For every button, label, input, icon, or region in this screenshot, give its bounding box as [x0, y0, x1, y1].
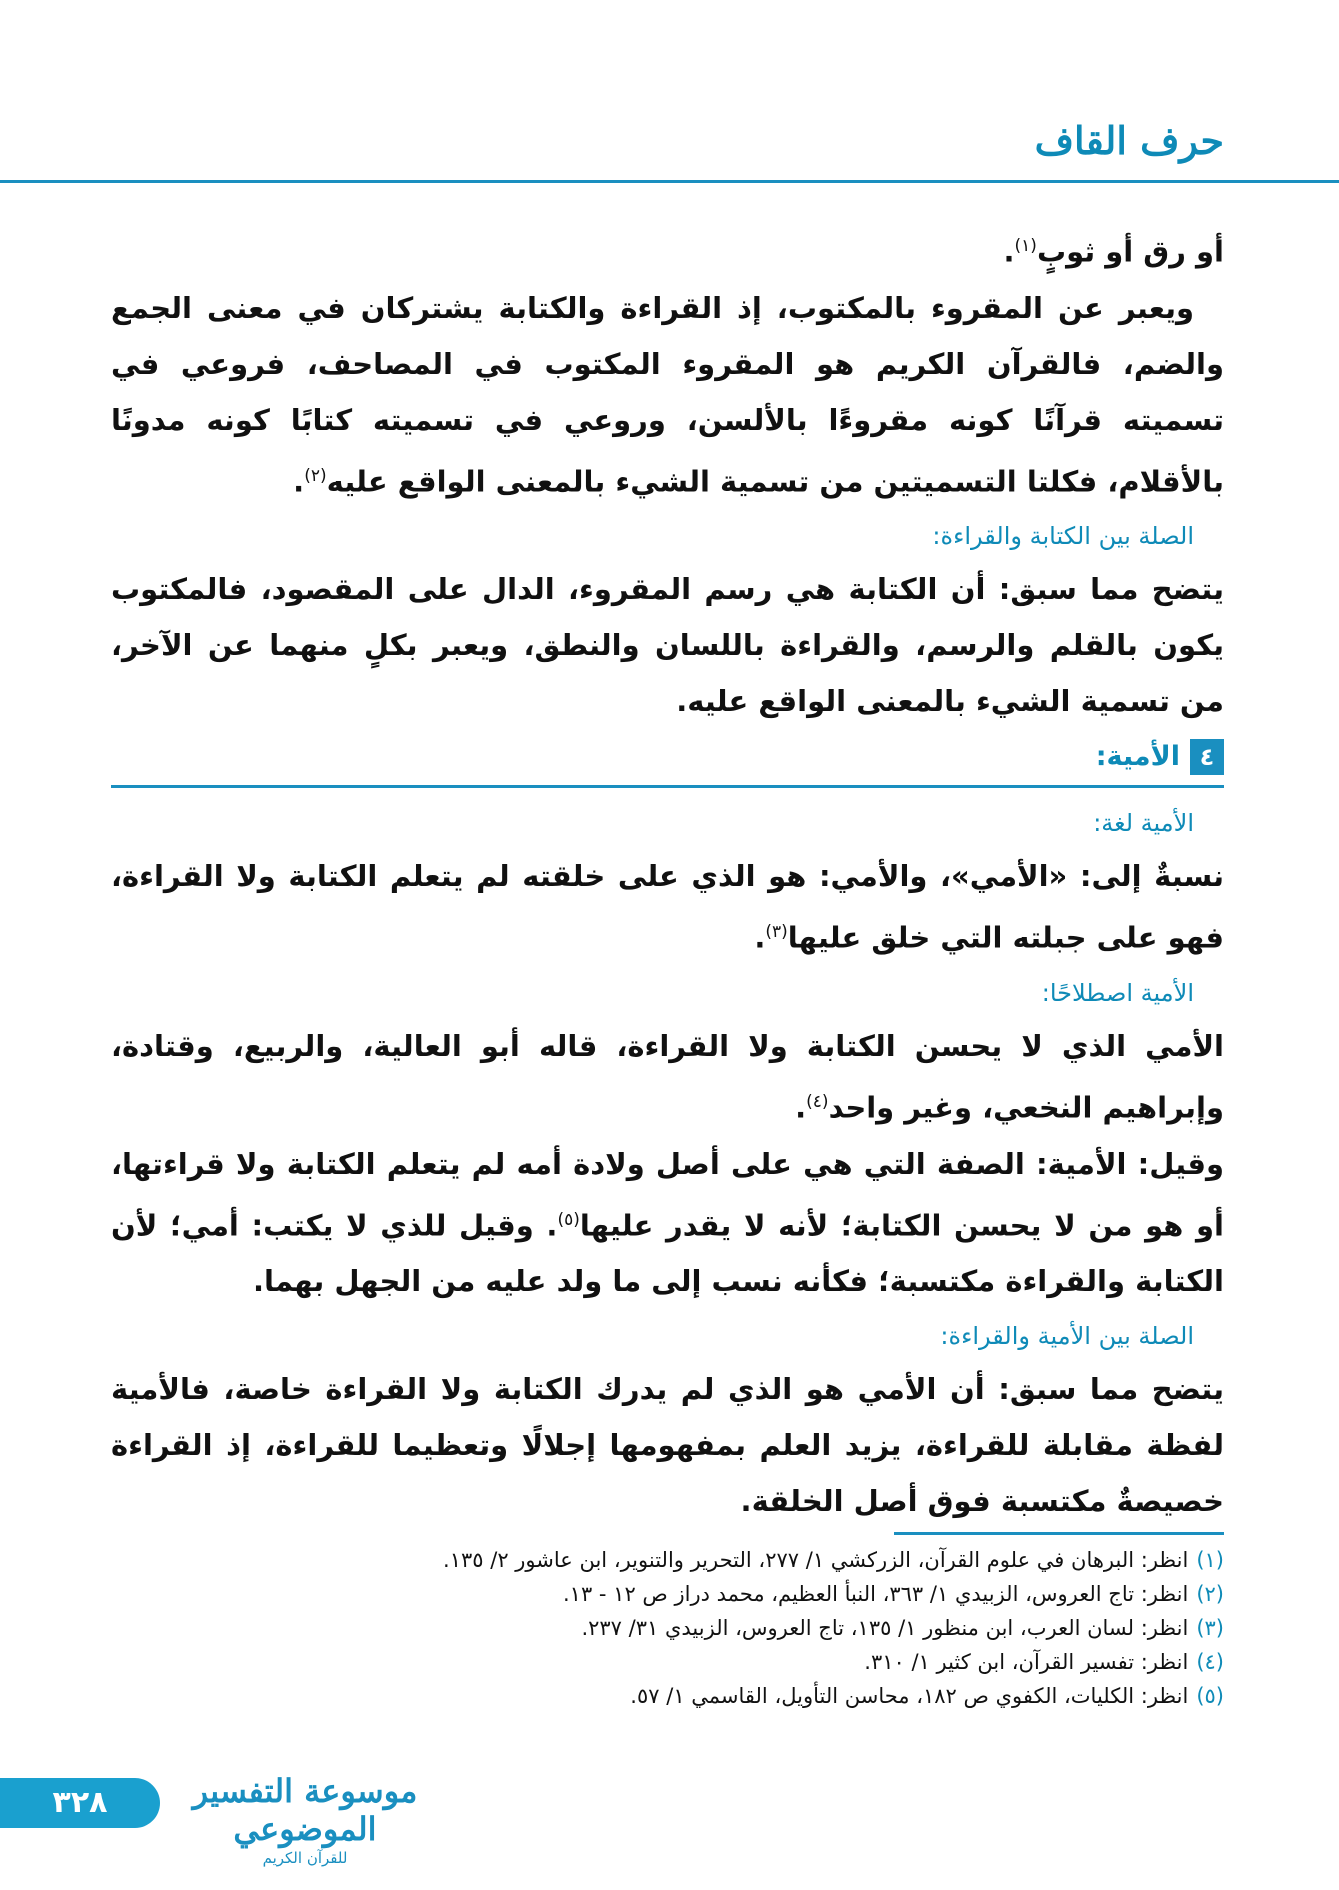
paragraph-text: وقيل: الأمية: الصفة التي هي على أصل ولادة أمه لم يتعلم الكتابة ولا قراءتها، أو هو من لا يحسن الكتابة؛ لأنه لا يقدر عليها [111, 1146, 1224, 1243]
section-divider [111, 785, 1224, 788]
paragraph-text: . [754, 920, 766, 955]
footnote-text: انظر: لسان العرب، ابن منظور ١/ ١٣٥، تاج العروس، الزبيدي ٣١/ ٢٣٧. [581, 1616, 1189, 1640]
subheading: الصلة بين الأمية والقراءة: [940, 1322, 1194, 1351]
footnote-number: (٥) [1196, 1684, 1224, 1708]
paragraph [111, 1361, 1224, 1529]
paragraph-text: . [293, 464, 305, 499]
footnote [111, 1611, 1224, 1645]
paragraph [111, 280, 1224, 510]
series-logo [185, 1772, 425, 1867]
footnote-text: انظر: البرهان في علوم القرآن، الزركشي ١/ ٢٧٧، التحرير والتنوير، ابن عاشور ٢/ ١٣٥. [443, 1548, 1189, 1572]
paragraph-text: ويعبر عن المقروء بالمكتوب، إذ القراءة والكتابة يشتركان في معنى الجمع والضم، فالقرآن الكريم هو المقروء المكتوب في المصاحف، فروعي في تسميته قرآنًا كونه مقروءًا بالألسن، وروعي في تسميته كتابًا كونه مدونًا بالأقلام، فكلتا التسميتين من تسمية الشيء بالمعنى الواقع عليه [111, 290, 1224, 499]
paragraph-text: نسبةٌ إلى: «الأمي»، والأمي: هو الذي على خلقته لم يتعلم الكتابة ولا القراءة، فهو على جبلته التي خلق عليها [111, 859, 1224, 955]
paragraph-text: . [1003, 234, 1015, 269]
paragraph [111, 218, 1224, 280]
footnote-ref: (٢) [304, 465, 327, 486]
subheading: الأمية اصطلاحًا: [1041, 978, 1194, 1007]
footnote-ref: (١) [1014, 236, 1037, 256]
footnote-number: (١) [1196, 1548, 1224, 1572]
footnote-divider [894, 1532, 1224, 1535]
page-header [0, 118, 1224, 184]
footnote [111, 1577, 1224, 1611]
section-title: الأمية: [1095, 741, 1180, 773]
footnote-number: (٣) [1196, 1616, 1224, 1640]
paragraph [111, 1136, 1224, 1310]
footnote [111, 1679, 1224, 1713]
footnote-number: (٤) [1196, 1650, 1224, 1674]
main-text [111, 218, 1224, 1529]
footnote-ref: (٣) [765, 922, 788, 943]
section-number: ٤ [1190, 739, 1224, 775]
paragraph-text: . [795, 1090, 807, 1125]
paragraph-text: يتضح مما سبق: أن الأمي هو الذي لم يدرك الكتابة ولا القراءة خاصة، فالأمية لفظة مقابلة للقراءة، يزيد العلم بمفهومها إجلالًا وتعظيما للقراءة، إذ القراءة خصيصةٌ مكتسبة فوق أصل الخلقة. [111, 1372, 1224, 1519]
paragraph [111, 1018, 1224, 1136]
footnote [111, 1645, 1224, 1679]
logo-title: موسوعة التفسير الموضوعي [192, 1772, 418, 1848]
footnote-number: (٢) [1196, 1582, 1224, 1606]
paragraph-text: أو رق أو ثوبٍ [1036, 234, 1224, 269]
paragraph [111, 561, 1224, 729]
paragraph-text: . وقيل للذي لا يكتب: أمي؛ لأن الكتابة والقراءة مكتسبة؛ فكأنه نسب إلى ما ولد عليه من الجهل بهما. [111, 1208, 1224, 1299]
footnote-text: انظر: الكليات، الكفوي ص ١٨٢، محاسن التأويل، القاسمي ١/ ٥٧. [630, 1684, 1189, 1708]
header-divider [0, 180, 1339, 183]
section-heading [111, 735, 1224, 781]
footnote-text: انظر: تفسير القرآن، ابن كثير ١/ ٣١٠. [864, 1650, 1189, 1674]
footnote-text: انظر: تاج العروس، الزبيدي ١/ ٣٦٣، النبأ العظيم، محمد دراز ص ١٢ - ١٣. [562, 1582, 1189, 1606]
chapter-title: حرف القاف [1034, 118, 1224, 163]
footnotes [111, 1543, 1224, 1713]
footnote [111, 1543, 1224, 1577]
page-number: ٣٢٨ [0, 1778, 160, 1828]
subheading: الأمية لغة: [1093, 809, 1194, 838]
paragraph-text: يتضح مما سبق: أن الكتابة هي رسم المقروء، الدال على المقصود، فالمكتوب يكون بالقلم والرسم، والقراءة باللسان والنطق، ويعبر بكلٍ منهما عن الآخر، من تسمية الشيء بالمعنى الواقع عليه. [111, 572, 1224, 719]
paragraph-text: الأمي الذي لا يحسن الكتابة ولا القراءة، قاله أبو العالية، والربيع، وقتادة، وإبراهيم النخعي، وغير واحد [111, 1028, 1224, 1125]
paragraph [111, 848, 1224, 966]
footnote-ref: (٤) [806, 1091, 829, 1112]
logo-subtitle: للقرآن الكريم [262, 1849, 348, 1867]
footnote-ref: (٥) [557, 1209, 580, 1230]
subheading: الصلة بين الكتابة والقراءة: [932, 522, 1194, 551]
